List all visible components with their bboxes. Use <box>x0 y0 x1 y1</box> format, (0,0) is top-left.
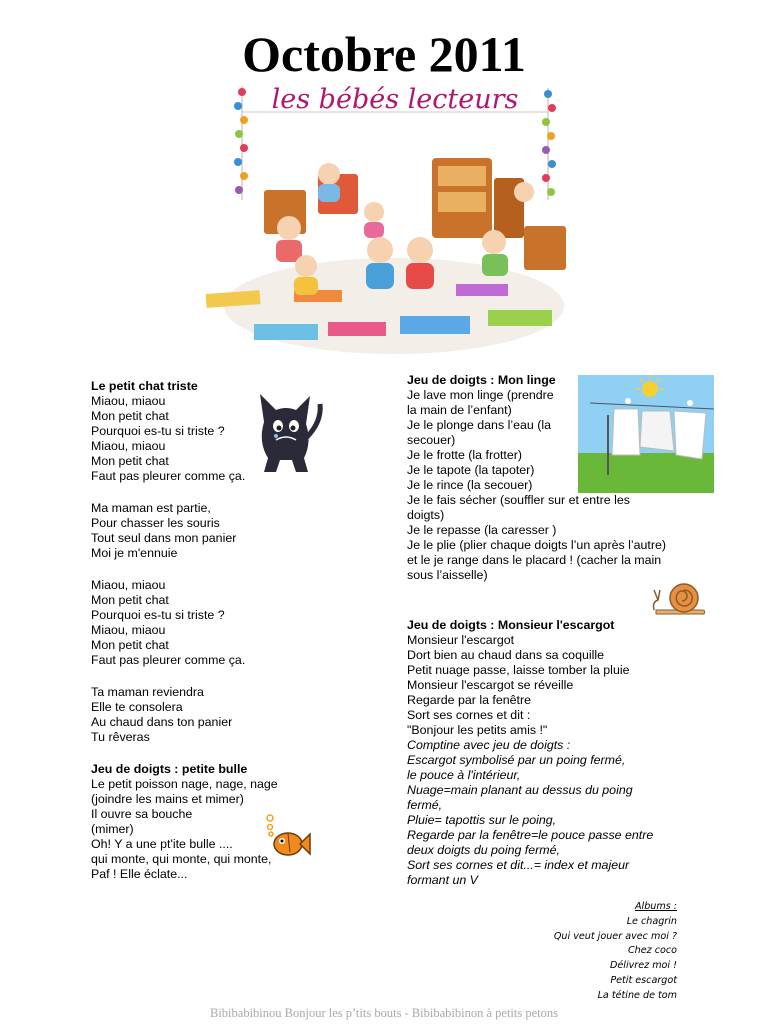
poem-line: Miaou, miaou <box>91 578 166 592</box>
poem-line: Au chaud dans ton panier <box>91 715 233 729</box>
album-item: Chez coco <box>627 945 677 957</box>
poem-line: Je le plie (plier chaque doigts l’un après l’autre) <box>407 538 666 552</box>
poem-line: Miaou, miaou <box>91 394 166 408</box>
albums-heading: Albums : <box>634 901 677 912</box>
garland-left <box>234 88 248 194</box>
page-title: Octobre 2011 <box>242 26 526 82</box>
poem-line: "Bonjour les petits amis !" <box>407 723 548 737</box>
poem-line: Pour chasser les souris <box>91 516 220 530</box>
poem-line: Dort bien au chaud dans sa coquille <box>407 648 605 662</box>
instruction-line: Sort ses cornes et dit...= index et majeur <box>407 858 630 872</box>
poem-line: Je le repasse (la caresser ) <box>407 523 557 537</box>
instruction-line: le pouce à l'intérieur, <box>407 768 521 782</box>
instruction-line: deux doigts du poing fermé, <box>407 843 560 857</box>
instruction-line: Nuage=main planant au dessus du poing <box>407 783 633 797</box>
instruction-line: fermé, <box>407 798 443 812</box>
poem-line: Paf ! Elle éclate... <box>91 867 188 881</box>
poem-line: Mon petit chat <box>91 638 169 652</box>
snail-icon <box>650 580 708 616</box>
page-footer: Bibibabibinou Bonjour les p’tits bouts - Bibibabibinon à petits petons <box>209 1006 559 1020</box>
album-item: La tétine de tom <box>597 989 677 1001</box>
album-item: Qui veut jouer avec moi ? <box>553 930 677 942</box>
banner-text: les bébés lecteurs <box>271 84 519 115</box>
poem-title-escargot: Jeu de doigts : Monsieur l'escargot <box>407 618 615 632</box>
poem-line: Oh! Y a une pt'ite bulle .... <box>91 837 233 851</box>
poem-title-linge: Jeu de doigts : Mon linge <box>407 373 556 387</box>
album-item: Petit escargot <box>610 974 677 986</box>
albums-list <box>554 900 677 1004</box>
poem-line: Miaou, miaou <box>91 439 166 453</box>
album-item: Le chagrin <box>626 915 677 927</box>
poem-line: Je le plonge dans l’eau (la <box>407 418 551 432</box>
laundry-line-icon <box>578 375 714 493</box>
poem-line: Je le tapote (la tapoter) <box>407 463 535 477</box>
sad-cat-icon <box>246 382 326 476</box>
poem-line: sous l’aisselle) <box>407 568 488 582</box>
poem-line: Faut pas pleurer comme ça. <box>91 653 246 667</box>
poem-line: Tout seul dans mon panier <box>91 531 237 545</box>
instruction-line: formant un V <box>407 873 478 887</box>
poem-line: Mon petit chat <box>91 454 169 468</box>
poem-line: Petit nuage passe, laisse tomber la pluie <box>407 663 630 677</box>
poem-title-bulle: Jeu de doigts : petite bulle <box>91 762 248 776</box>
poem-line: Tu rêveras <box>91 730 150 744</box>
poem-line: Je le rince (la secouer) <box>407 478 533 492</box>
poem-line: doigts) <box>407 508 445 522</box>
poem-line: Il ouvre sa bouche <box>91 807 193 821</box>
poem-line: Moi je m'ennuie <box>91 546 178 560</box>
poem-line: (mimer) <box>91 822 134 836</box>
instruction-line: Comptine avec jeu de doigts : <box>407 738 571 752</box>
poem-line: Mon petit chat <box>91 409 169 423</box>
poem-line: Ma maman est partie, <box>91 501 211 515</box>
poem-line: Sort ses cornes et dit : <box>407 708 531 722</box>
poem-line: Miaou, miaou <box>91 623 166 637</box>
poem-line: Elle te consolera <box>91 700 183 714</box>
garland-right <box>542 90 556 196</box>
poem-line: Regarde par la fenêtre <box>407 693 531 707</box>
poem-line: Ta maman reviendra <box>91 685 204 699</box>
poem-line: Monsieur l'escargot <box>407 633 515 647</box>
poem-line: et le je range dans le placard ! (cacher la main <box>407 553 662 567</box>
poem-line: Mon petit chat <box>91 593 169 607</box>
poem-line: Faut pas pleurer comme ça. <box>91 469 246 483</box>
poem-line: Je le frotte (la frotter) <box>407 448 522 462</box>
instruction-line: Escargot symbolisé par un poing fermé, <box>407 753 626 767</box>
fish-icon <box>264 812 312 862</box>
poem-line: Pourquoi es-tu si triste ? <box>91 424 225 438</box>
poem-line: secouer) <box>407 433 456 447</box>
poem-line: Le petit poisson nage, nage, nage <box>91 777 278 791</box>
poem-line: Je lave mon linge (prendre <box>407 388 554 402</box>
poem-line: Monsieur l'escargot se réveille <box>407 678 574 692</box>
poem-line: qui monte, qui monte, qui monte, <box>91 852 272 866</box>
poem-title-chat: Le petit chat triste <box>91 379 198 393</box>
instruction-line: Pluie= tapottis sur le poing, <box>407 813 557 827</box>
banner-illustration <box>194 78 576 360</box>
poem-line: la main de l’enfant) <box>407 403 512 417</box>
poem-line: (joindre les mains et mimer) <box>91 792 244 806</box>
poem-line: Je le fais sécher (souffler sur et entre les <box>407 493 630 507</box>
album-item: Délivrez moi ! <box>609 960 677 972</box>
poem-line: Pourquoi es-tu si triste ? <box>91 608 225 622</box>
instruction-line: Regarde par la fenêtre=le pouce passe entre <box>407 828 654 842</box>
